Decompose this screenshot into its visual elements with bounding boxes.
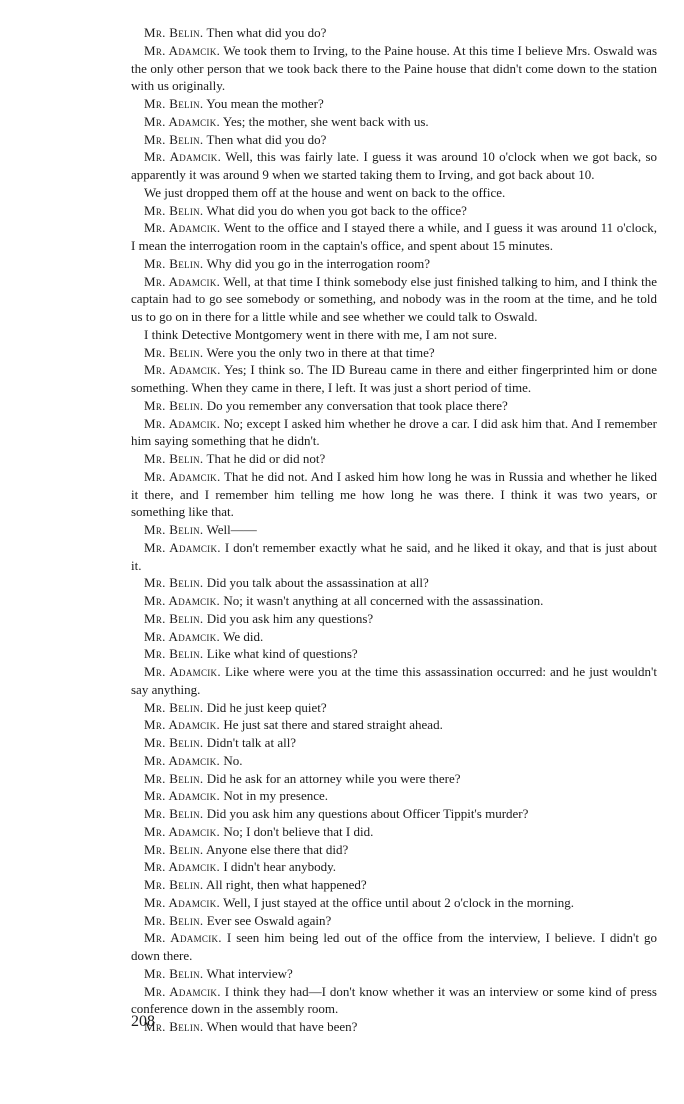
transcript-paragraph — [131, 841, 657, 859]
transcript-paragraph — [131, 823, 657, 841]
speaker-name: Mr. Adamcik. — [144, 539, 221, 555]
speaker-name: Mr. Adamcik. — [144, 468, 221, 484]
speaker-name: Mr. Adamcik. — [144, 113, 221, 129]
speaker-name: Mr. Belin. — [144, 610, 204, 626]
transcript-paragraph — [131, 24, 657, 42]
paragraph-text: We took them to Irving, to the Paine house. At this time I believe Mrs. Oswald was the only other person that we took back there to the Paine house that didn't come down to the station with us originally. — [131, 42, 658, 94]
transcript-paragraph — [131, 716, 657, 734]
speaker-name: Mr. Adamcik. — [144, 42, 221, 58]
transcript-paragraph — [131, 361, 657, 397]
paragraph-text: I seen him being led out of the office from the interview, I believe. I didn't go down there. — [131, 930, 657, 963]
speaker-name: Mr. Belin. — [144, 202, 204, 218]
paragraph-text: Well, at that time I think somebody else just finished talking to him, and I think the captain had to go see somebody or something, and nobody was in the room at the time, and he told us to go on in there for a little while and see whether we could talk to Oswald. — [131, 273, 658, 324]
paragraph-text: No; I don't believe that I did. — [223, 823, 374, 839]
transcript-paragraph — [131, 805, 657, 823]
speaker-name: Mr. Belin. — [144, 877, 204, 892]
speaker-name: Mr. Adamcik. — [144, 362, 221, 378]
transcript-paragraph — [131, 752, 657, 770]
speaker-name: Mr. Belin. — [144, 1019, 204, 1034]
speaker-name: Mr. Adamcik. — [144, 149, 222, 165]
transcript-body — [131, 24, 657, 1036]
transcript-paragraph — [131, 610, 657, 628]
speaker-name: Mr. Belin. — [144, 770, 204, 786]
paragraph-text: Did he just keep quiet? — [206, 699, 327, 715]
speaker-name: Mr. Adamcik. — [144, 788, 221, 804]
transcript-paragraph — [131, 148, 657, 184]
paragraph-text: Well—— — [206, 522, 257, 537]
speaker-name: Mr. Belin. — [144, 699, 204, 715]
paragraph-text: Well, this was fairly late. I guess it was around 10 o'clock when we got back, so apparently it was around 9 when we started taking them to Irving, and got back about 10. — [131, 149, 658, 182]
transcript-paragraph — [131, 184, 657, 202]
transcript-paragraph — [131, 787, 657, 805]
transcript-paragraph — [131, 113, 657, 131]
paragraph-text: Didn't talk at all? — [206, 735, 297, 750]
paragraph-text: No; it wasn't anything at all concerned with the assassination. — [223, 593, 544, 608]
speaker-name: Mr. Adamcik. — [144, 664, 221, 679]
transcript-paragraph — [131, 965, 657, 983]
paragraph-text: Ever see Oswald again? — [206, 912, 332, 928]
paragraph-text: Then what did you do? — [206, 25, 327, 40]
transcript-paragraph — [131, 539, 657, 575]
speaker-name: Mr. Belin. — [144, 806, 204, 821]
paragraph-text: We did. — [223, 628, 264, 644]
speaker-name: Mr. Belin. — [144, 344, 204, 360]
speaker-name: Mr. Belin. — [144, 965, 204, 981]
paragraph-text: Were you the only two in there at that time? — [206, 344, 435, 360]
transcript-paragraph — [131, 912, 657, 930]
paragraph-text: Do you remember any conversation that took place there? — [206, 397, 508, 413]
paragraph-text: Yes; I think so. The ID Bureau came in there and either fingerprinted him or done something. When they came in there, I left. It was just a short period of time. — [131, 362, 657, 395]
transcript-paragraph — [131, 202, 657, 220]
speaker-name: Mr. Adamcik. — [144, 415, 221, 431]
paragraph-text: What did you do when you got back to the office? — [206, 202, 467, 218]
transcript-paragraph — [131, 95, 657, 113]
paragraph-text: Anyone else there that did? — [206, 841, 349, 857]
speaker-name: Mr. Adamcik. — [144, 273, 221, 289]
speaker-name: Mr. Belin. — [144, 735, 204, 750]
paragraph-text: He just sat there and stared straight ahead. — [223, 717, 443, 733]
paragraph-text: Like where were you at the time this assassination occurred: and he just wouldn't say anything. — [131, 664, 657, 697]
transcript-paragraph — [131, 929, 657, 965]
transcript-paragraph — [131, 663, 657, 699]
paragraph-text: What interview? — [206, 965, 293, 981]
paragraph-text: No. — [223, 752, 243, 768]
speaker-name: Mr. Adamcik. — [144, 717, 221, 733]
speaker-name: Mr. Belin. — [144, 255, 204, 271]
transcript-paragraph — [131, 894, 657, 912]
speaker-name: Mr. Belin. — [144, 131, 204, 147]
speaker-name: Mr. Belin. — [144, 522, 204, 537]
speaker-name: Mr. Adamcik. — [144, 220, 221, 236]
paragraph-text: We just dropped them off at the house and went on back to the office. — [144, 184, 506, 200]
transcript-paragraph — [131, 397, 657, 415]
paragraph-text: I think Detective Montgomery went in there with me, I am not sure. — [144, 326, 498, 342]
transcript-paragraph — [131, 255, 657, 273]
speaker-name: Mr. Belin. — [144, 912, 204, 928]
transcript-paragraph — [131, 1018, 657, 1036]
paragraph-text: Why did you go in the interrogation room? — [206, 255, 430, 271]
paragraph-text: I don't remember exactly what he said, and he liked it okay, and that is just about it. — [131, 539, 657, 573]
transcript-paragraph — [131, 450, 657, 468]
speaker-name: Mr. Adamcik. — [144, 593, 221, 608]
speaker-name: Mr. Adamcik. — [144, 823, 221, 839]
paragraph-text: Then what did you do? — [206, 131, 327, 147]
paragraph-text: When would that have been? — [206, 1019, 358, 1034]
paragraph-text: Like what kind of questions? — [206, 646, 358, 662]
transcript-paragraph — [131, 770, 657, 788]
transcript-paragraph — [131, 219, 657, 255]
speaker-name: Mr. Adamcik. — [144, 894, 221, 910]
transcript-paragraph — [131, 876, 657, 894]
transcript-paragraph — [131, 468, 657, 521]
transcript-paragraph — [131, 592, 657, 610]
speaker-name: Mr. Adamcik. — [144, 752, 221, 768]
speaker-name: Mr. Belin. — [144, 451, 204, 466]
transcript-paragraph — [131, 628, 657, 646]
speaker-name: Mr. Adamcik. — [144, 930, 222, 946]
speaker-name: Mr. Belin. — [144, 25, 204, 40]
paragraph-text: That he did not. And I asked him how long he was in Russia and whether he liked it there, and I remember him telling me how long he was there. I think it was two years, or something like that. — [131, 468, 658, 520]
paragraph-text: That he did or did not? — [206, 451, 326, 466]
page-number: 208 — [131, 1013, 155, 1030]
speaker-name: Mr. Adamcik. — [144, 628, 221, 644]
transcript-paragraph — [131, 131, 657, 149]
transcript-paragraph — [131, 574, 657, 592]
paragraph-text: Did you ask him any questions about Officer Tippit's murder? — [206, 806, 529, 821]
speaker-name: Mr. Belin. — [144, 841, 204, 857]
speaker-name: Mr. Belin. — [144, 646, 204, 662]
paragraph-text: I didn't hear anybody. — [223, 859, 337, 875]
speaker-name: Mr. Belin. — [144, 575, 204, 591]
transcript-paragraph — [131, 273, 657, 326]
speaker-name: Mr. Belin. — [144, 397, 204, 413]
paragraph-text: Went to the office and I stayed there a while, and I guess it was around 11 o'clock, I mean the interrogation room in the captain's office, and spent about 15 minutes. — [131, 220, 657, 253]
transcript-paragraph — [131, 699, 657, 717]
paragraph-text: Did he ask for an attorney while you were there? — [206, 770, 461, 786]
speaker-name: Mr. Adamcik. — [144, 983, 221, 999]
paragraph-text: Did you ask him any questions? — [206, 610, 374, 626]
transcript-paragraph — [131, 858, 657, 876]
transcript-paragraph — [131, 645, 657, 663]
paragraph-text: You mean the mother? — [206, 96, 324, 111]
paragraph-text: Not in my presence. — [223, 788, 329, 804]
paragraph-text: All right, then what happened? — [206, 877, 367, 892]
transcript-paragraph — [131, 521, 657, 539]
transcript-paragraph — [131, 42, 657, 95]
transcript-paragraph — [131, 326, 657, 344]
speaker-name: Mr. Belin. — [144, 96, 204, 111]
paragraph-text: I think they had—I don't know whether it was an interview or some kind of press conference down in the assembly room. — [131, 983, 657, 1017]
paragraph-text: Did you talk about the assassination at all? — [206, 575, 429, 591]
transcript-paragraph — [131, 344, 657, 362]
paragraph-text: Well, I just stayed at the office until about 2 o'clock in the morning. — [223, 894, 575, 910]
paragraph-text: No; except I asked him whether he drove a car. I did ask him that. And I remember him saying something that he didn't. — [131, 415, 658, 449]
transcript-paragraph — [131, 734, 657, 752]
paragraph-text: Yes; the mother, she went back with us. — [222, 113, 429, 129]
transcript-paragraph — [131, 983, 657, 1019]
transcript-paragraph — [131, 415, 657, 451]
speaker-name: Mr. Adamcik. — [144, 859, 221, 875]
